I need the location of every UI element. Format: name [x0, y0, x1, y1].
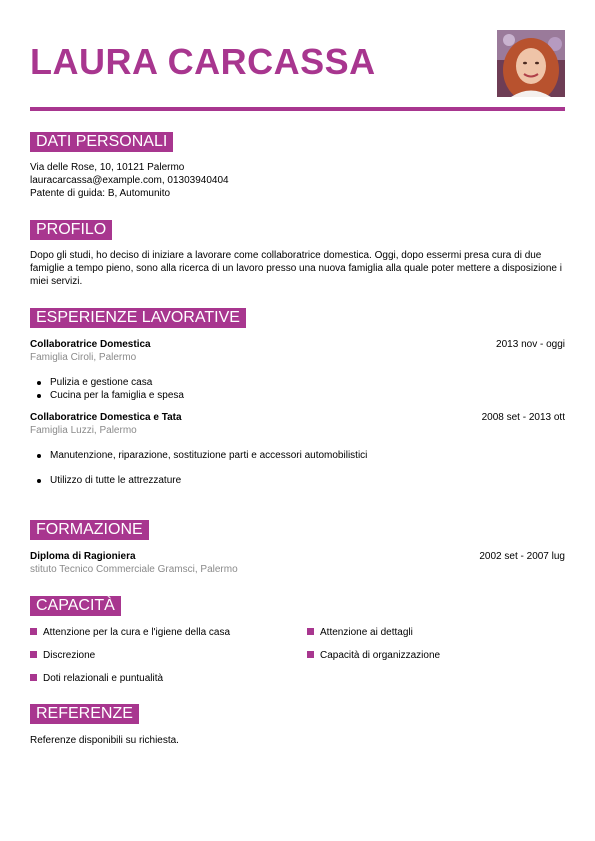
square-bullet-icon — [30, 628, 37, 635]
address-line: Via delle Rose, 10, 10121 Palermo — [30, 162, 185, 173]
skill-item: Capacità di organizzazione — [307, 649, 440, 662]
skill-item: Doti relazionali e puntualità — [30, 672, 163, 685]
skills-grid — [30, 626, 565, 696]
cv-page — [30, 0, 565, 746]
job-employer: Famiglia Luzzi, Palermo — [30, 425, 137, 436]
education-section — [30, 520, 565, 576]
square-bullet-icon — [30, 651, 37, 658]
job-task-list — [30, 376, 565, 402]
job-role: Collaboratrice Domestica e Tata — [30, 412, 182, 423]
section-title-personal: DATI PERSONALI — [30, 132, 173, 152]
square-bullet-icon — [307, 628, 314, 635]
job-employer: Famiglia Ciroli, Palermo — [30, 352, 137, 363]
header — [30, 0, 565, 108]
job-dates: 2008 set - 2013 ott — [481, 412, 565, 423]
license-line: Patente di guida: B, Automunito — [30, 188, 171, 199]
job-role: Collaboratrice Domestica — [30, 339, 151, 350]
square-bullet-icon — [30, 674, 37, 681]
section-title-profile: PROFILO — [30, 220, 112, 240]
job-task: Utilizzo di tutte le attrezzature — [50, 474, 565, 487]
candidate-name: LAURA CARCASSA — [30, 41, 376, 82]
experience-section — [30, 308, 565, 487]
profile-photo — [497, 30, 565, 97]
job-task: Manutenzione, riparazione, sostituzione parti e accessori automobilistici — [50, 449, 565, 462]
profile-section — [30, 220, 565, 288]
square-bullet-icon — [307, 651, 314, 658]
profile-text: Dopo gli studi, ho deciso di iniziare a lavorare come collaboratrice domestica. Oggi, dopo essermi presa cura di due famiglie a tempo pieno, sono alla ricerca di un lavoro presso una nuova famiglia alla quale poter mettere a disposizione i miei servizi. — [30, 250, 562, 287]
skill-item: Discrezione — [30, 649, 95, 662]
job-task: Pulizia e gestione casa — [50, 376, 565, 389]
job-entry — [30, 411, 565, 487]
education-dates: 2002 set - 2007 lug — [479, 551, 565, 562]
header-divider — [30, 107, 565, 111]
skill-item: Attenzione per la cura e l'igiene della casa — [30, 626, 230, 639]
section-title-skills: CAPACITÀ — [30, 596, 121, 616]
skills-section — [30, 596, 565, 696]
job-entry — [30, 338, 565, 402]
personal-data-section — [30, 132, 565, 200]
section-title-experience: ESPERIENZE LAVORATIVE — [30, 308, 246, 328]
references-text: Referenze disponibili su richiesta. — [30, 735, 179, 746]
degree-title: Diploma di Ragioniera — [30, 551, 136, 562]
references-section — [30, 704, 565, 747]
contact-line: lauracarcassa@example.com, 01303940404 — [30, 175, 229, 186]
school-name: stituto Tecnico Commerciale Gramsci, Palermo — [30, 564, 238, 575]
section-title-references: REFERENZE — [30, 704, 139, 724]
job-task-list — [30, 449, 565, 487]
skill-item: Attenzione ai dettagli — [307, 626, 413, 639]
section-title-education: FORMAZIONE — [30, 520, 149, 540]
job-task: Cucina per la famiglia e spesa — [50, 389, 565, 402]
job-dates: 2013 nov - oggi — [496, 339, 565, 350]
